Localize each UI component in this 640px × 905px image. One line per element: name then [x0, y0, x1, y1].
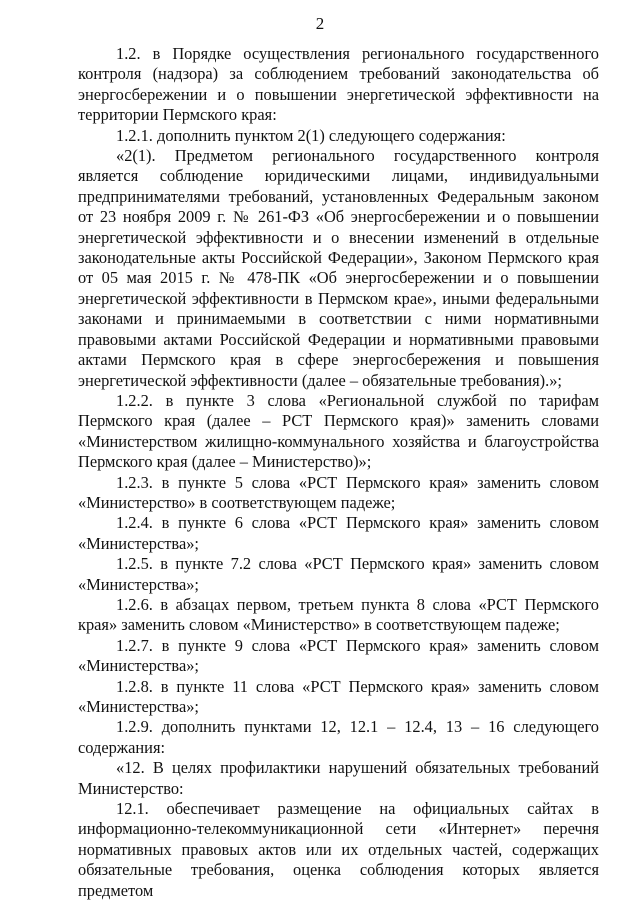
paragraph-1-2-3: 1.2.3. в пункте 5 слова «РСТ Пермского края» заменить словом «Министерство» в соответствующем падеже;	[78, 472, 599, 512]
paragraph-1-2-6: 1.2.6. в абзацах первом, третьем пункта 8 слова «РСТ Пермского края» заменить словом «Министерство» в соответствующем падеже;	[78, 594, 599, 635]
paragraph-1-2-4: 1.2.4. в пункте 6 слова «РСТ Пермского края» заменить словом «Министерства»;	[78, 513, 599, 553]
paragraph-2-1-quote: «2(1). Предметом регионального государственного контроля является соблюдение юридическими лицами, индивидуальными предпринимателями требований, установленных Федеральным законом от 23 ноября 2009 г. № 261-ФЗ «Об энергосбережении и о повышении энергетической эффективности и о внесении изменений в отдельные законодательные акты Российской Федерации», Законом Пермского края от 05 мая 2015 г. № 478-ПК «Об энергосбережении и о повышении энергетической эффективности в Пермском крае», иными федеральными законами и принимаемыми в соответствии с ними нормативными правовыми актами Российской Федерации и нормативными правовыми актами Пермского края в сфере энергосбережения и повышения энергетической эффективности (далее – обязательные требования).»;	[78, 146, 599, 390]
document-body	[78, 44, 599, 901]
paragraph-1-2-5: 1.2.5. в пункте 7.2 слова «РСТ Пермского края» заменить словом «Министерства»;	[78, 554, 599, 594]
paragraph-1-2-1: 1.2.1. дополнить пунктом 2(1) следующего содержания:	[116, 125, 506, 145]
paragraph-1-2-2: 1.2.2. в пункте 3 слова «Региональной службой по тарифам Пермского края (далее – РСТ Пермского края)» заменить словами «Министерством жилищно-коммунального хозяйства и благоустройства Пермского края (далее – Министерство)»;	[78, 390, 599, 472]
paragraph-12-quote: «12. В целях профилактики нарушений обязательных требований Министерство:	[78, 758, 599, 798]
paragraph-12-1: 12.1. обеспечивает размещение на официальных сайтах в информационно-телекоммуникационной сети «Интернет» перечня нормативных правовых актов или их отдельных частей, содержащих обязательные требования, оценка соблюдения которых является предметом	[78, 799, 599, 900]
paragraph-1-2-8: 1.2.8. в пункте 11 слова «РСТ Пермского края» заменить словом «Министерства»;	[78, 676, 599, 716]
page-number: 2	[315, 14, 325, 33]
paragraph-1-2-7: 1.2.7. в пункте 9 слова «РСТ Пермского края» заменить словом «Министерства»;	[78, 635, 599, 676]
paragraph-1-2: 1.2. в Порядке осуществления регионального государственного контроля (надзора) за соблюдением требований законодательства об энергосбережении и о повышении энергетической эффективности на территории Пермского края:	[78, 44, 599, 125]
paragraph-1-2-9: 1.2.9. дополнить пунктами 12, 12.1 – 12.4, 13 – 16 следующего содержания:	[78, 717, 599, 757]
